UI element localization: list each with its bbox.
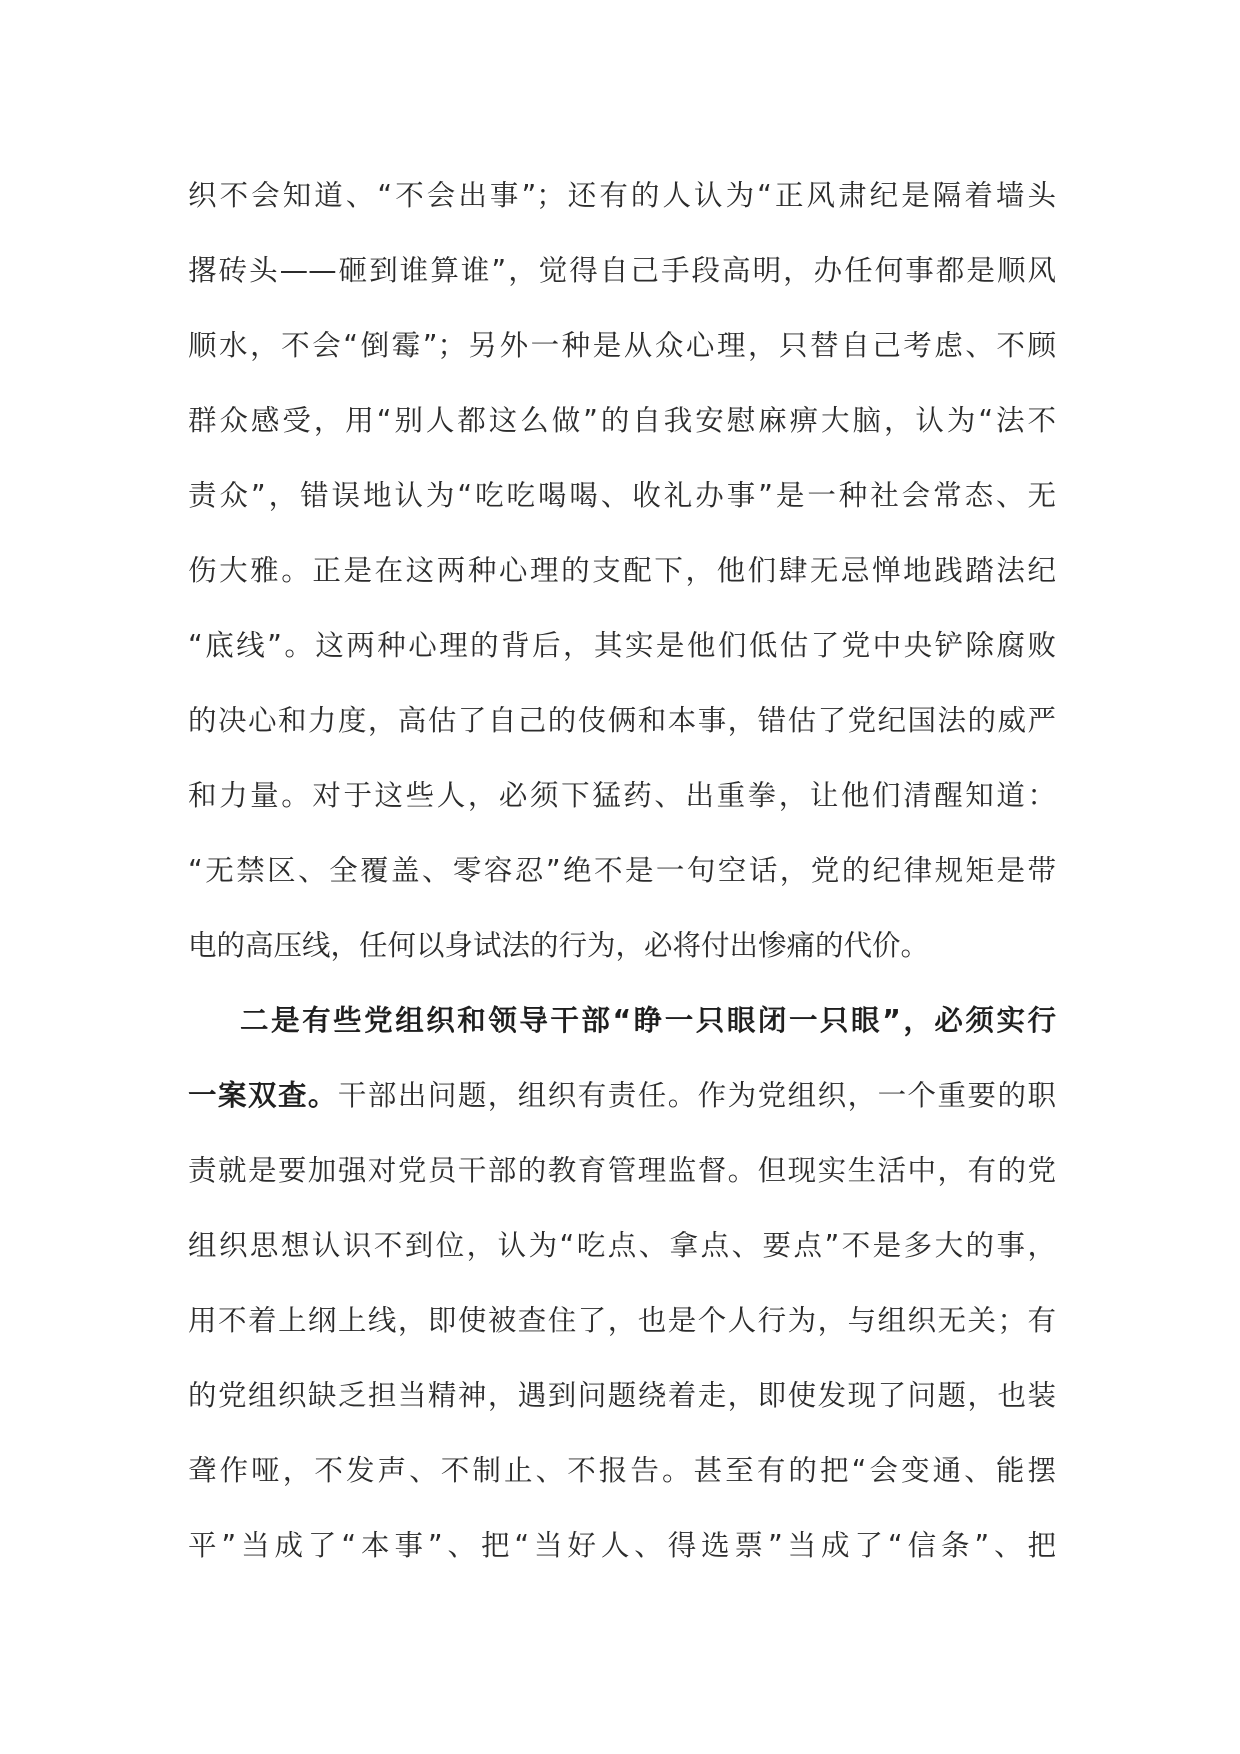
document-page — [188, 158, 1056, 1583]
text-line: 责众”，错误地认为“吃吃喝喝、收礼办事”是一种社会常态、无 — [188, 479, 1056, 512]
section-heading: 二是有些党组织和领导干部“睁一只眼闭一只眼”，必须实行 — [240, 1004, 1056, 1037]
section-heading-line — [188, 983, 1056, 1058]
text-line: 顺水，不会“倒霉”；另外一种是从众心理，只替自己考虑、不顾 — [188, 329, 1056, 362]
text-line: 伤大雅。正是在这两种心理的支配下，他们肆无忌惮地践踏法纪 — [188, 554, 1056, 587]
text-line: 的决心和力度，高估了自己的伎俩和本事，错估了党纪国法的威严 — [188, 704, 1056, 737]
text-line: “无禁区、全覆盖、零容忍”绝不是一句空话，党的纪律规矩是带 — [188, 854, 1056, 887]
text-line: 用不着上纲上线，即使被查住了，也是个人行为，与组织无关；有 — [188, 1304, 1056, 1337]
text-line — [188, 1058, 1056, 1133]
text-line: 责就是要加强对党员干部的教育管理监督。但现实生活中，有的党 — [188, 1154, 1056, 1187]
text-line: 和力量。对于这些人，必须下猛药、出重拳，让他们清醒知道： — [188, 779, 1056, 812]
text-line: 聋作哑，不发声、不制止、不报告。甚至有的把“会变通、能摆 — [188, 1454, 1056, 1487]
section-heading-end: 一案双查。 — [188, 1079, 338, 1112]
text-line: 组织思想认识不到位，认为“吃点、拿点、要点”不是多大的事， — [188, 1229, 1056, 1262]
text-line: 电的高压线，任何以身试法的行为，必将付出惨痛的代价。 — [188, 929, 930, 962]
text-line: “底线”。这两种心理的背后，其实是他们低估了党中央铲除腐败 — [188, 629, 1056, 662]
text-line: 的党组织缺乏担当精神，遇到问题绕着走，即使发现了问题，也装 — [188, 1379, 1056, 1412]
text-line: 群众感受，用“别人都这么做”的自我安慰麻痹大脑，认为“法不 — [188, 404, 1056, 437]
text-span: 干部出问题，组织有责任。作为党组织，一个重要的职 — [337, 1079, 1056, 1112]
text-line: 撂砖头——砸到谁算谁”，觉得自己手段高明，办任何事都是顺风 — [188, 254, 1056, 287]
text-line: 平”当成了“本事”、把“当好人、得选票”当成了“信条”、把 — [188, 1529, 1056, 1562]
text-line: 织不会知道、“不会出事”；还有的人认为“正风肃纪是隔着墙头 — [188, 179, 1056, 212]
